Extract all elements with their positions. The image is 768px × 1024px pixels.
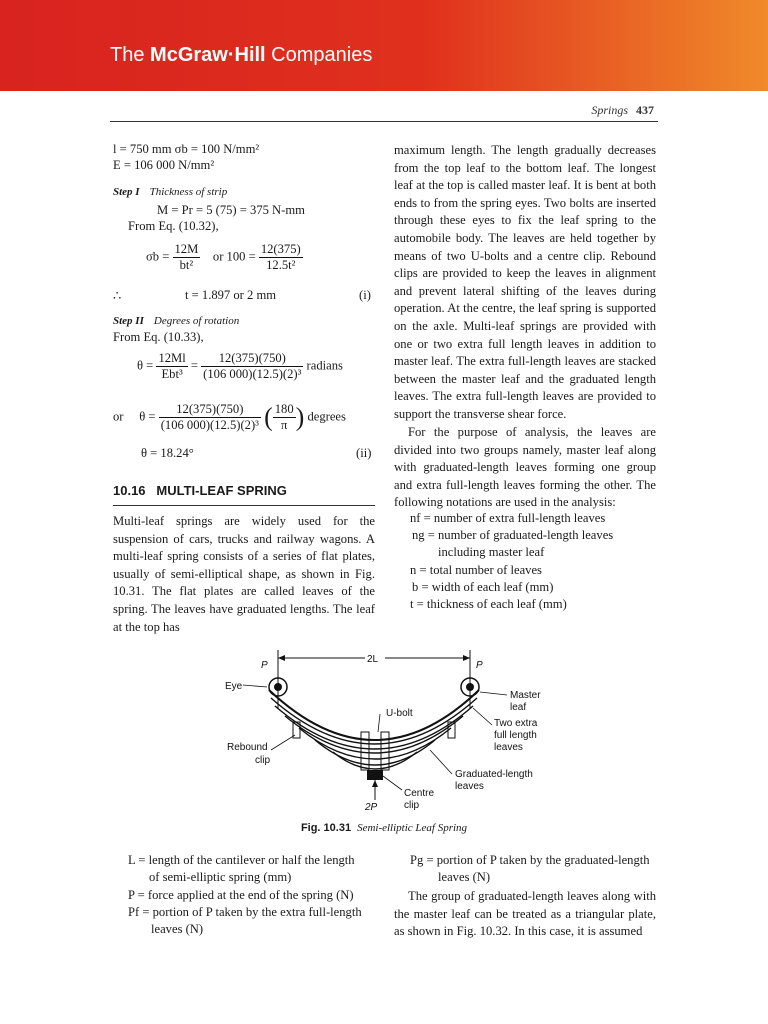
running-head-title: Springs — [591, 103, 628, 117]
note-l: L = length of the cantilever or half the length — [128, 853, 355, 867]
reaction-arrow — [372, 780, 378, 787]
leader-ubolt — [378, 714, 380, 732]
frac4-num: 12(375)(750) — [201, 351, 303, 367]
label-extra-2: full length — [494, 730, 537, 741]
body-paragraph-right-2: For the purpose of analysis, the leaves are divided into two groups namely, master leaf along with graduated-length leaves forming one group and extra full-length leaves forming the other. The following notations are used in the analysis: — [394, 425, 656, 510]
fraction-12m-bt2 — [173, 242, 201, 273]
label-ubolt: U-bolt — [386, 708, 413, 719]
step1-heading — [113, 186, 227, 198]
note-pg-cont: leaves (N) — [438, 870, 491, 884]
label-master-1: Master — [510, 690, 541, 701]
therefore-symbol: ∴ — [113, 288, 122, 303]
step1-label: Step I — [113, 186, 140, 198]
label-rebound-1: Rebound — [227, 742, 268, 753]
frac2-num: 12(375) — [260, 242, 301, 256]
label-2l: 2L — [367, 654, 379, 665]
thickness-result: t = 1.897 or 2 mm — [185, 288, 277, 302]
frac5-num: 12(375)(750) — [159, 402, 261, 418]
label-graduated-2: leaves — [455, 781, 484, 792]
section-rule — [113, 505, 375, 506]
label-p-left: P — [261, 660, 268, 671]
fraction-180-pi — [273, 402, 296, 433]
caption-text: Semi-elliptic Leaf Spring — [357, 822, 468, 834]
caption-number: Fig. 10.31 — [300, 822, 352, 834]
publisher-banner — [0, 0, 768, 91]
step1-title: Thickness of strip — [149, 186, 228, 198]
right-paren: ) — [295, 402, 305, 432]
or-label: or — [113, 409, 124, 424]
leader-eye — [243, 685, 267, 687]
radians-unit: radians — [306, 358, 343, 373]
leader-rebound — [271, 735, 295, 750]
equation-number-ii: (ii) — [356, 446, 372, 460]
note-pg: Pg = portion of P taken by the graduated-length — [410, 853, 650, 867]
leader-centre — [383, 776, 402, 790]
dim-arrow-left — [278, 655, 285, 661]
extra-leaf-2 — [275, 706, 473, 749]
given-values-2: E = 106 000 N/mm² — [113, 158, 215, 172]
theta-lhs: θ = — [137, 358, 154, 373]
brand-name: McGraw·Hill — [150, 44, 266, 66]
label-rebound-2: clip — [255, 755, 271, 766]
frac6-den: π — [281, 418, 288, 432]
equals-sign: = — [190, 358, 199, 373]
note-pf-cont: leaves (N) — [151, 922, 204, 936]
fraction-rotation-radians — [201, 351, 303, 382]
section-number: 10.16 — [113, 483, 146, 498]
from-eq-2: From Eq. (10.33), — [113, 330, 204, 344]
stress-equation — [146, 242, 303, 273]
note-l-cont: of semi-elliptic spring (mm) — [149, 870, 292, 884]
label-centre-2: clip — [404, 800, 420, 811]
running-head — [591, 103, 654, 118]
from-eq-1: From Eq. (10.32), — [128, 219, 219, 233]
fraction-rotation-degrees — [159, 402, 261, 433]
fraction-12ml-ebt3 — [156, 351, 187, 382]
theta-lhs-2: θ = — [139, 409, 156, 424]
frac2-den: 12.5t² — [266, 258, 296, 272]
label-extra-1: Two extra — [494, 718, 538, 729]
step2-title: Degrees of rotation — [153, 315, 240, 327]
eye-bolt-right — [466, 683, 474, 691]
rotation-equation — [137, 351, 343, 382]
page-number: 437 — [636, 103, 654, 117]
leader-extra — [473, 708, 492, 725]
centre-clip — [367, 770, 383, 780]
label-extra-3: leaves — [494, 742, 523, 753]
label-centre-1: Centre — [404, 788, 435, 799]
frac1-den: bt² — [179, 258, 194, 272]
eye-bolt-left — [274, 683, 282, 691]
frac3-den: Ebt³ — [161, 367, 183, 381]
step2-heading — [113, 315, 239, 327]
moment-equation: M = Pr = 5 (75) = 375 N-mm — [157, 203, 305, 217]
notation-n: n = total number of leaves — [410, 563, 542, 577]
equation-number-i: (i) — [359, 288, 371, 302]
frac6-num: 180 — [274, 402, 294, 416]
frac4-den: (106 000)(12.5)(2)³ — [203, 367, 302, 381]
frac1-num: 12M — [174, 242, 199, 256]
note-p: P = force applied at the end of the spring (N) — [128, 888, 354, 902]
extra-leaf-1 — [271, 698, 477, 744]
label-2p: 2P — [365, 802, 378, 813]
fraction-12-375 — [259, 242, 303, 273]
section-paragraph-1: Multi-leaf springs are widely used for the suspension of cars, trucks and railway wagons. A multi-leaf spring consists of a series of flat plates, usually of semi-elliptical shape, as shown in Fig. 10.31. The flat plates are called leaves of the spring. The leaves have graduated lengths. The leaf at the top has — [113, 514, 375, 634]
or-100: or 100 = — [212, 249, 256, 264]
note-pf: Pf = portion of P taken by the extra full-length — [128, 905, 362, 919]
frac5-den: (106 000)(12.5)(2)³ — [160, 418, 259, 432]
theta-result: θ = 18.24° — [141, 446, 194, 460]
label-graduated-1: Graduated-length — [455, 769, 533, 780]
given-values-1: l = 750 mm σb = 100 N/mm² — [113, 142, 260, 156]
notation-ng: ng = number of graduated-length leaves — [412, 528, 614, 542]
dim-arrow-right — [463, 655, 470, 661]
header-rule — [110, 121, 658, 122]
degrees-unit: degrees — [307, 409, 346, 424]
publisher-logo — [110, 44, 372, 67]
notation-t: t = thickness of each leaf (mm) — [410, 597, 567, 611]
body-paragraph-right-1: maximum length. The length gradually decreases from the top leaf to the bottom leaf. The longest leaf at the top is called master leaf. It is bent at both ends to from the spring eyes. Two bolts are inserted through these eyes to fix the leaf spring to the automobile body. The leaves are held together by means of two U-bolts and a centre clip. Rebound clips are provided to keep the leaves in alignment and prevent lateral shifting of the leaves during operation. At the centre, the leaf spring is supported on the axle. Multi-leaf springs are provided with one or two extra full length leaves in addition to master leaf. The extra full-length leaves are stacked between the master leaf and the graduated length leaves. The extra full-length leaves are provided to support the transverse shear force. — [394, 143, 656, 421]
leaf-spring-figure — [215, 640, 555, 815]
frac3-num: 12Ml — [158, 351, 186, 365]
leader-graduated — [430, 750, 452, 774]
label-p-right: P — [476, 660, 483, 671]
notation-nf: nf = number of extra full-length leaves — [410, 511, 606, 525]
rotation-degrees-equation — [113, 402, 346, 433]
brand-prefix: The — [110, 44, 151, 66]
figure-caption — [0, 822, 768, 834]
notation-ng-cont: including master leaf — [438, 545, 545, 559]
body-paragraph-right-3: The group of graduated-length leaves along with the master leaf can be treated as a triangular plate, as shown in Fig. 10.32. In this case, it is assumed — [394, 889, 656, 939]
label-eye: Eye — [225, 681, 243, 692]
brand-suffix: Companies — [265, 44, 373, 66]
step2-label: Step II — [113, 315, 144, 327]
notation-b: b = width of each leaf (mm) — [412, 580, 554, 594]
leader-master — [480, 692, 507, 695]
label-master-2: leaf — [510, 702, 527, 713]
section-title: MULTI-LEAF SPRING — [156, 483, 287, 498]
sigma-lhs: σb = — [146, 249, 170, 264]
section-heading — [113, 483, 287, 498]
left-paren: ( — [264, 402, 273, 432]
